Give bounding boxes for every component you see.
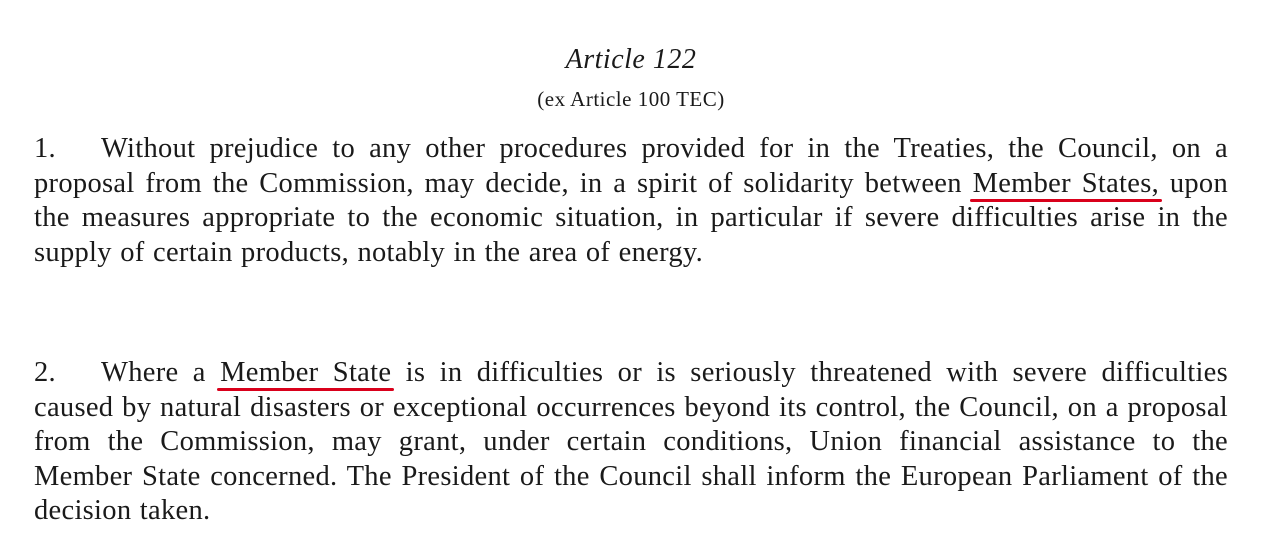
- paragraph-2: [34, 356, 1228, 529]
- underlined-phrase: Member States,: [972, 167, 1160, 199]
- paragraph-number: 1.: [34, 133, 56, 164]
- underlined-phrase: Member State: [220, 357, 392, 388]
- paragraph-1: [34, 132, 1228, 270]
- paragraph-number: 2.: [34, 357, 56, 388]
- article-subtitle: (ex Article 100 TEC): [537, 87, 725, 111]
- paragraph-text: upon the measures appropriate to the economic situation, in particular if severe difficulties arise in the supply of certain products, notably in the area of energy.: [34, 167, 1229, 268]
- paragraph-text: is in difficulties or is seriously threatened with severe difficulties caused by natural disasters or exceptional occurrences beyond its control, the Council, on a proposal from the Commission, may grant, under certain conditions, Union financial assistance to the Member State concerned. The President of the Council shall inform the European Parliament of the decision taken.: [34, 357, 1228, 526]
- paragraph-text: Where a: [101, 357, 221, 388]
- article-title: Article 122: [565, 44, 697, 75]
- paragraph-text: Without prejudice to any other procedures provided for in the Treaties, the Council, on a proposal from the Commission, may decide, in a spirit of solidarity between: [34, 133, 1228, 199]
